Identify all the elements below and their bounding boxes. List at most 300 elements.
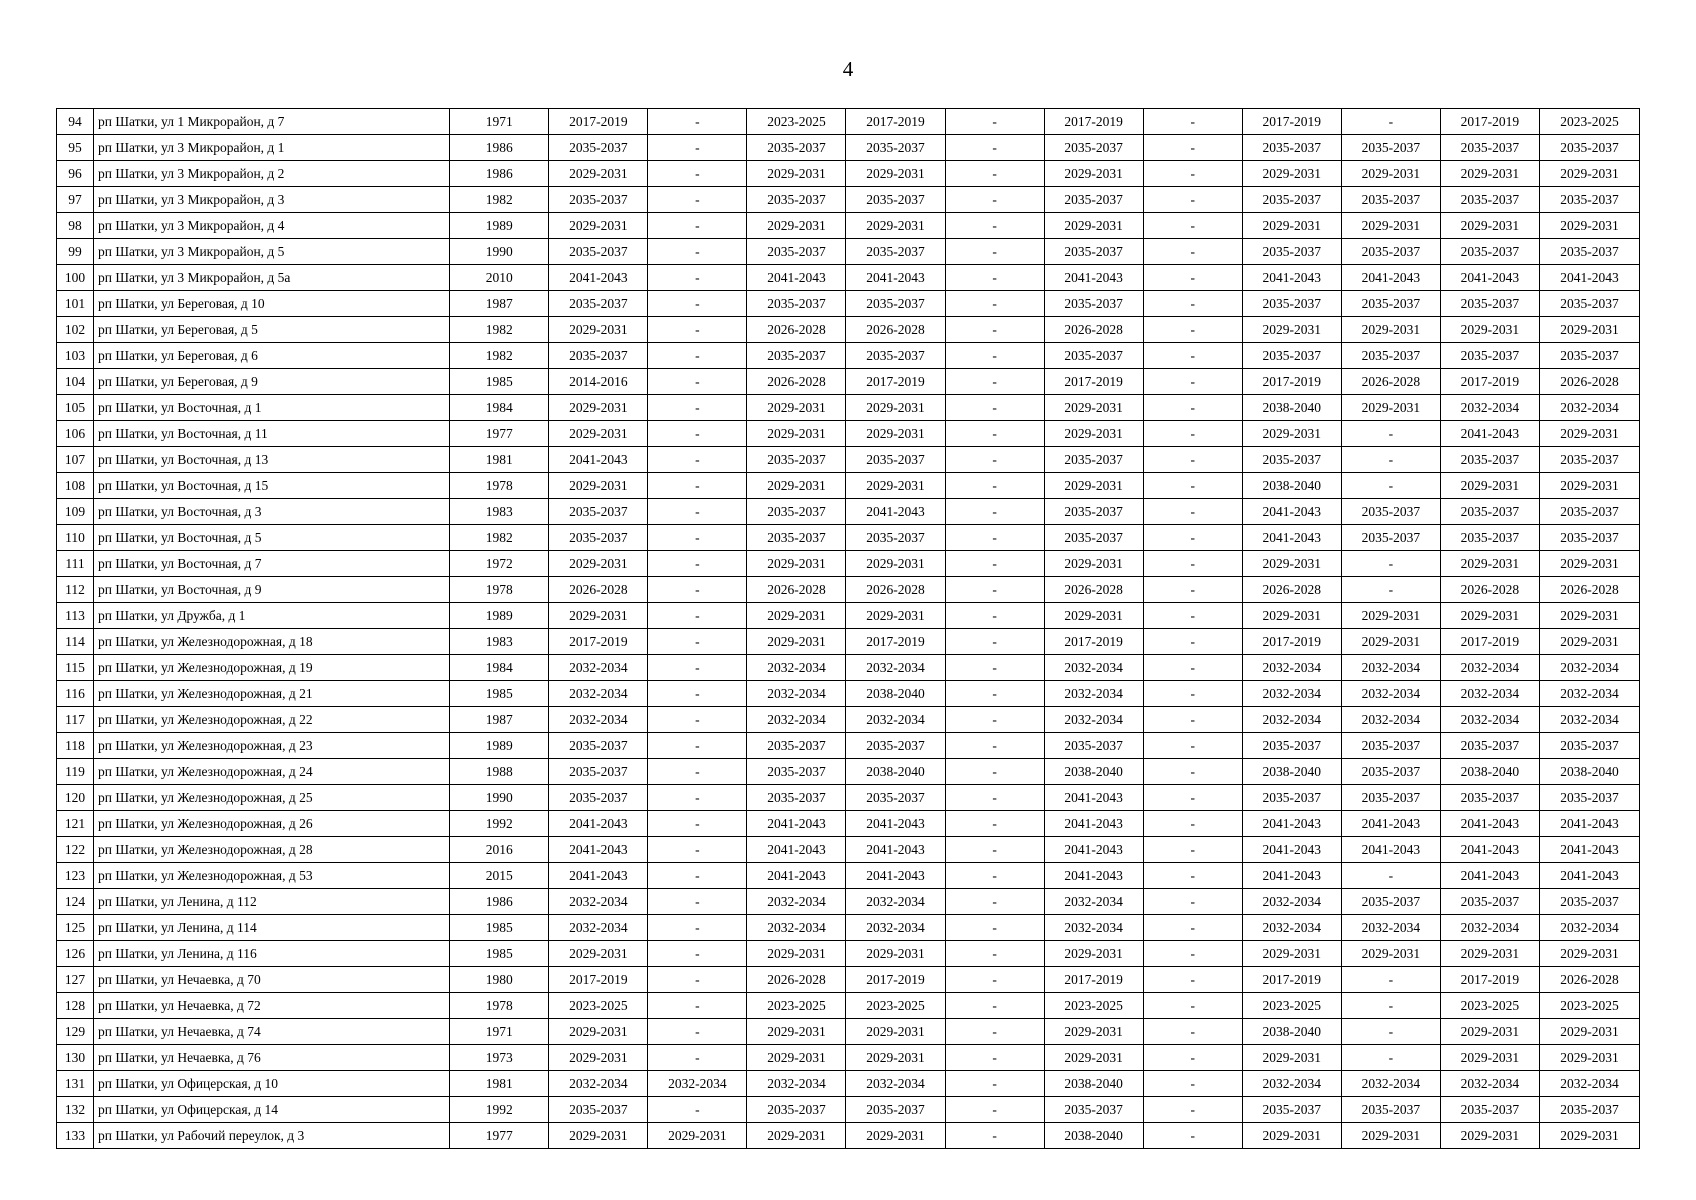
row-number-cell: 101	[57, 291, 94, 317]
period-cell: 2029-2031	[1539, 213, 1639, 239]
period-cell: 2029-2031	[1242, 1123, 1341, 1149]
period-cell: 2041-2043	[846, 811, 945, 837]
period-cell: 2035-2037	[1440, 135, 1539, 161]
period-cell: 2026-2028	[1044, 577, 1143, 603]
address-cell: рп Шатки, ул Нечаевка, д 70	[94, 967, 450, 993]
period-cell: -	[1143, 187, 1242, 213]
row-number-cell: 119	[57, 759, 94, 785]
period-cell: -	[1143, 603, 1242, 629]
period-cell: 2032-2034	[1044, 889, 1143, 915]
period-cell: -	[1143, 1071, 1242, 1097]
period-cell: 2029-2031	[1440, 603, 1539, 629]
address-cell: рп Шатки, ул Береговая, д 9	[94, 369, 450, 395]
period-cell: 2035-2037	[1242, 135, 1341, 161]
period-cell: 2032-2034	[1341, 681, 1440, 707]
year-cell: 1992	[450, 1097, 549, 1123]
period-cell: 2035-2037	[1539, 733, 1639, 759]
period-cell: 2032-2034	[648, 1071, 747, 1097]
period-cell: 2038-2040	[1044, 1123, 1143, 1149]
address-cell: рп Шатки, ул Железнодорожная, д 53	[94, 863, 450, 889]
period-cell: 2035-2037	[747, 785, 846, 811]
period-cell: -	[945, 785, 1044, 811]
period-cell: 2041-2043	[1242, 811, 1341, 837]
period-cell: 2026-2028	[846, 577, 945, 603]
period-cell: 2026-2028	[1539, 577, 1639, 603]
period-cell: -	[1143, 1019, 1242, 1045]
period-cell: 2032-2034	[747, 889, 846, 915]
year-cell: 1971	[450, 1019, 549, 1045]
table-row	[57, 603, 1640, 629]
address-cell: рп Шатки, ул Железнодорожная, д 23	[94, 733, 450, 759]
year-cell: 1986	[450, 161, 549, 187]
year-cell: 1983	[450, 629, 549, 655]
period-cell: 2035-2037	[1440, 343, 1539, 369]
period-cell: 2029-2031	[1341, 317, 1440, 343]
period-cell: 2029-2031	[549, 421, 648, 447]
address-cell: рп Шатки, ул Железнодорожная, д 26	[94, 811, 450, 837]
period-cell: 2032-2034	[1440, 915, 1539, 941]
period-cell: 2029-2031	[1539, 1123, 1639, 1149]
period-cell: 2032-2034	[549, 915, 648, 941]
period-cell: 2029-2031	[846, 421, 945, 447]
period-cell: 2017-2019	[1044, 967, 1143, 993]
period-cell: 2041-2043	[747, 265, 846, 291]
period-cell: 2035-2037	[846, 343, 945, 369]
period-cell: 2029-2031	[1341, 1123, 1440, 1149]
period-cell: 2035-2037	[549, 291, 648, 317]
period-cell: 2035-2037	[549, 733, 648, 759]
period-cell: 2023-2025	[747, 109, 846, 135]
period-cell: -	[648, 213, 747, 239]
period-cell: 2032-2034	[747, 655, 846, 681]
period-cell: 2029-2031	[1440, 941, 1539, 967]
period-cell: 2029-2031	[549, 395, 648, 421]
row-number-cell: 129	[57, 1019, 94, 1045]
period-cell: 2017-2019	[1440, 629, 1539, 655]
table-row	[57, 967, 1640, 993]
period-cell: 2026-2028	[1440, 577, 1539, 603]
period-cell: -	[1341, 993, 1440, 1019]
row-number-cell: 100	[57, 265, 94, 291]
period-cell: -	[1341, 967, 1440, 993]
period-cell: 2029-2031	[747, 421, 846, 447]
year-cell: 1978	[450, 473, 549, 499]
period-cell: 2017-2019	[846, 369, 945, 395]
period-cell: 2029-2031	[1539, 161, 1639, 187]
address-cell: рп Шатки, ул Дружба, д 1	[94, 603, 450, 629]
period-cell: 2032-2034	[846, 889, 945, 915]
period-cell: 2035-2037	[846, 187, 945, 213]
period-cell: 2035-2037	[846, 525, 945, 551]
period-cell: -	[648, 343, 747, 369]
period-cell: 2035-2037	[1044, 343, 1143, 369]
period-cell: 2032-2034	[1242, 1071, 1341, 1097]
period-cell: 2035-2037	[1044, 447, 1143, 473]
period-cell: 2041-2043	[549, 837, 648, 863]
year-cell: 1982	[450, 317, 549, 343]
period-cell: 2041-2043	[1044, 811, 1143, 837]
period-cell: 2041-2043	[1242, 863, 1341, 889]
period-cell: 2017-2019	[549, 629, 648, 655]
period-cell: 2035-2037	[846, 785, 945, 811]
period-cell: 2038-2040	[1440, 759, 1539, 785]
row-number-cell: 110	[57, 525, 94, 551]
period-cell: 2035-2037	[1242, 1097, 1341, 1123]
period-cell: -	[1341, 1045, 1440, 1071]
period-cell: 2035-2037	[846, 1097, 945, 1123]
period-cell: 2041-2043	[846, 265, 945, 291]
period-cell: 2029-2031	[747, 213, 846, 239]
period-cell: 2035-2037	[1440, 291, 1539, 317]
period-cell: -	[1143, 213, 1242, 239]
table-row	[57, 941, 1640, 967]
period-cell: 2023-2025	[747, 993, 846, 1019]
period-cell: 2017-2019	[1044, 629, 1143, 655]
table-row	[57, 395, 1640, 421]
address-cell: рп Шатки, ул Восточная, д 13	[94, 447, 450, 473]
period-cell: 2026-2028	[1242, 577, 1341, 603]
period-cell: -	[945, 733, 1044, 759]
period-cell: -	[945, 525, 1044, 551]
period-cell: 2029-2031	[1044, 603, 1143, 629]
row-number-cell: 98	[57, 213, 94, 239]
period-cell: 2032-2034	[1242, 655, 1341, 681]
period-cell: 2029-2031	[1539, 1045, 1639, 1071]
period-cell: 2029-2031	[1539, 941, 1639, 967]
address-cell: рп Шатки, ул Железнодорожная, д 25	[94, 785, 450, 811]
period-cell: 2035-2037	[747, 135, 846, 161]
address-cell: рп Шатки, ул 3 Микрорайон, д 5а	[94, 265, 450, 291]
period-cell: -	[1143, 785, 1242, 811]
period-cell: 2035-2037	[1044, 135, 1143, 161]
row-number-cell: 105	[57, 395, 94, 421]
period-cell: 2035-2037	[846, 239, 945, 265]
period-cell: 2035-2037	[549, 525, 648, 551]
period-cell: -	[945, 135, 1044, 161]
period-cell: 2029-2031	[1539, 1019, 1639, 1045]
table-row	[57, 1019, 1640, 1045]
period-cell: 2026-2028	[747, 577, 846, 603]
period-cell: 2029-2031	[1539, 317, 1639, 343]
period-cell: 2041-2043	[1440, 421, 1539, 447]
period-cell: 2035-2037	[1341, 889, 1440, 915]
period-cell: 2029-2031	[747, 1045, 846, 1071]
period-cell: 2032-2034	[1044, 655, 1143, 681]
period-cell: -	[945, 213, 1044, 239]
period-cell: -	[945, 863, 1044, 889]
period-cell: -	[945, 1071, 1044, 1097]
period-cell: -	[945, 161, 1044, 187]
year-cell: 1978	[450, 993, 549, 1019]
period-cell: 2029-2031	[549, 161, 648, 187]
period-cell: -	[1143, 109, 1242, 135]
period-cell: 2032-2034	[549, 655, 648, 681]
year-cell: 2015	[450, 863, 549, 889]
table-row	[57, 551, 1640, 577]
period-cell: -	[1341, 577, 1440, 603]
period-cell: -	[945, 291, 1044, 317]
period-cell: 2026-2028	[1044, 317, 1143, 343]
period-cell: 2035-2037	[549, 759, 648, 785]
period-cell: 2032-2034	[549, 1071, 648, 1097]
year-cell: 1990	[450, 785, 549, 811]
period-cell: 2026-2028	[747, 369, 846, 395]
period-cell: 2032-2034	[747, 681, 846, 707]
period-cell: -	[1143, 889, 1242, 915]
period-cell: -	[1143, 161, 1242, 187]
period-cell: 2017-2019	[1044, 109, 1143, 135]
row-number-cell: 94	[57, 109, 94, 135]
period-cell: 2041-2043	[549, 863, 648, 889]
period-cell: 2041-2043	[549, 447, 648, 473]
period-cell: 2035-2037	[549, 187, 648, 213]
row-number-cell: 123	[57, 863, 94, 889]
address-cell: рп Шатки, ул Береговая, д 6	[94, 343, 450, 369]
period-cell: 2032-2034	[1539, 681, 1639, 707]
period-cell: 2029-2031	[1341, 941, 1440, 967]
period-cell: 2029-2031	[1539, 473, 1639, 499]
period-cell: 2035-2037	[1341, 759, 1440, 785]
table-row	[57, 733, 1640, 759]
period-cell: 2035-2037	[1539, 291, 1639, 317]
period-cell: -	[1143, 811, 1242, 837]
year-cell: 1984	[450, 395, 549, 421]
period-cell: 2029-2031	[1044, 1045, 1143, 1071]
period-cell: 2035-2037	[747, 447, 846, 473]
period-cell: 2029-2031	[846, 395, 945, 421]
row-number-cell: 127	[57, 967, 94, 993]
period-cell: -	[648, 239, 747, 265]
period-cell: 2041-2043	[1044, 265, 1143, 291]
table-row	[57, 317, 1640, 343]
period-cell: 2029-2031	[1341, 629, 1440, 655]
period-cell: 2029-2031	[846, 941, 945, 967]
year-cell: 1985	[450, 941, 549, 967]
period-cell: 2029-2031	[747, 551, 846, 577]
period-cell: 2017-2019	[1440, 109, 1539, 135]
period-cell: 2032-2034	[1539, 915, 1639, 941]
period-cell: 2032-2034	[1044, 681, 1143, 707]
period-cell: 2041-2043	[1341, 837, 1440, 863]
period-cell: 2032-2034	[1242, 707, 1341, 733]
address-cell: рп Шатки, ул Береговая, д 5	[94, 317, 450, 343]
period-cell: -	[945, 603, 1044, 629]
year-cell: 1986	[450, 135, 549, 161]
period-cell: -	[648, 811, 747, 837]
period-cell: 2035-2037	[1242, 733, 1341, 759]
address-cell: рп Шатки, ул Восточная, д 11	[94, 421, 450, 447]
table-row	[57, 1097, 1640, 1123]
address-cell: рп Шатки, ул Нечаевка, д 72	[94, 993, 450, 1019]
period-cell: 2029-2031	[1044, 473, 1143, 499]
period-cell: -	[648, 395, 747, 421]
period-cell: 2017-2019	[1440, 369, 1539, 395]
table-row	[57, 655, 1640, 681]
period-cell: 2041-2043	[1242, 499, 1341, 525]
period-cell: -	[648, 941, 747, 967]
period-cell: 2041-2043	[1341, 265, 1440, 291]
year-cell: 1982	[450, 525, 549, 551]
year-cell: 1985	[450, 681, 549, 707]
period-cell: -	[945, 1097, 1044, 1123]
period-cell: -	[648, 1019, 747, 1045]
period-cell: -	[648, 629, 747, 655]
period-cell: 2035-2037	[1044, 187, 1143, 213]
period-cell: 2035-2037	[1044, 733, 1143, 759]
period-cell: 2032-2034	[1440, 655, 1539, 681]
period-cell: -	[648, 525, 747, 551]
period-cell: 2017-2019	[1242, 967, 1341, 993]
period-cell: 2035-2037	[1242, 447, 1341, 473]
row-number-cell: 96	[57, 161, 94, 187]
address-cell: рп Шатки, ул 3 Микрорайон, д 4	[94, 213, 450, 239]
period-cell: 2029-2031	[549, 473, 648, 499]
row-number-cell: 132	[57, 1097, 94, 1123]
address-cell: рп Шатки, ул 3 Микрорайон, д 2	[94, 161, 450, 187]
row-number-cell: 133	[57, 1123, 94, 1149]
table-row	[57, 447, 1640, 473]
period-cell: 2029-2031	[1044, 421, 1143, 447]
period-cell: 2023-2025	[1539, 109, 1639, 135]
period-cell: 2035-2037	[1242, 291, 1341, 317]
table-row	[57, 343, 1640, 369]
period-cell: 2032-2034	[1539, 1071, 1639, 1097]
period-cell: -	[945, 499, 1044, 525]
period-cell: 2029-2031	[1242, 603, 1341, 629]
year-cell: 2016	[450, 837, 549, 863]
period-cell: 2035-2037	[1242, 239, 1341, 265]
row-number-cell: 131	[57, 1071, 94, 1097]
period-cell: 2026-2028	[1539, 967, 1639, 993]
period-cell: 2029-2031	[648, 1123, 747, 1149]
period-cell: 2032-2034	[1341, 915, 1440, 941]
row-number-cell: 103	[57, 343, 94, 369]
period-cell: 2035-2037	[1341, 499, 1440, 525]
period-cell: 2041-2043	[1539, 837, 1639, 863]
period-cell: 2032-2034	[1539, 707, 1639, 733]
period-cell: -	[945, 473, 1044, 499]
period-cell: 2029-2031	[846, 603, 945, 629]
period-cell: 2029-2031	[747, 1123, 846, 1149]
period-cell: 2035-2037	[549, 343, 648, 369]
period-cell: -	[648, 889, 747, 915]
period-cell: 2023-2025	[1539, 993, 1639, 1019]
address-cell: рп Шатки, ул Железнодорожная, д 18	[94, 629, 450, 655]
period-cell: 2041-2043	[549, 811, 648, 837]
year-cell: 1986	[450, 889, 549, 915]
period-cell: -	[945, 317, 1044, 343]
period-cell: 2035-2037	[1341, 291, 1440, 317]
year-cell: 1989	[450, 733, 549, 759]
period-cell: -	[1143, 239, 1242, 265]
year-cell: 1983	[450, 499, 549, 525]
period-cell: 2017-2019	[1440, 967, 1539, 993]
year-cell: 1972	[450, 551, 549, 577]
period-cell: -	[648, 1045, 747, 1071]
period-cell: 2035-2037	[1341, 135, 1440, 161]
period-cell: 2032-2034	[1341, 707, 1440, 733]
period-cell: -	[1341, 421, 1440, 447]
period-cell: -	[1143, 369, 1242, 395]
period-cell: -	[1143, 655, 1242, 681]
period-cell: 2035-2037	[1539, 343, 1639, 369]
period-cell: -	[648, 109, 747, 135]
year-cell: 1985	[450, 369, 549, 395]
period-cell: 2029-2031	[1242, 1045, 1341, 1071]
year-cell: 1971	[450, 109, 549, 135]
period-cell: 2029-2031	[549, 1123, 648, 1149]
period-cell: 2035-2037	[1341, 239, 1440, 265]
period-cell: -	[1143, 577, 1242, 603]
period-cell: 2041-2043	[1440, 837, 1539, 863]
period-cell: 2041-2043	[846, 837, 945, 863]
table-row	[57, 577, 1640, 603]
period-cell: 2035-2037	[1044, 239, 1143, 265]
period-cell: 2029-2031	[549, 941, 648, 967]
year-cell: 1985	[450, 915, 549, 941]
period-cell: 2035-2037	[846, 447, 945, 473]
period-cell: -	[648, 655, 747, 681]
period-cell: -	[648, 863, 747, 889]
period-cell: -	[1143, 1045, 1242, 1071]
year-cell: 1990	[450, 239, 549, 265]
period-cell: 2041-2043	[1242, 265, 1341, 291]
period-cell: 2035-2037	[747, 239, 846, 265]
period-cell: 2041-2043	[1440, 265, 1539, 291]
year-cell: 1992	[450, 811, 549, 837]
year-cell: 1982	[450, 343, 549, 369]
period-cell: -	[945, 811, 1044, 837]
period-cell: 2032-2034	[1242, 889, 1341, 915]
period-cell: 2029-2031	[1539, 603, 1639, 629]
period-cell: -	[648, 733, 747, 759]
period-cell: 2029-2031	[747, 629, 846, 655]
period-cell: 2032-2034	[1539, 395, 1639, 421]
row-number-cell: 107	[57, 447, 94, 473]
period-cell: -	[945, 837, 1044, 863]
period-cell: 2017-2019	[846, 967, 945, 993]
table-row	[57, 1123, 1640, 1149]
period-cell: -	[945, 1045, 1044, 1071]
row-number-cell: 108	[57, 473, 94, 499]
period-cell: -	[648, 421, 747, 447]
address-cell: рп Шатки, ул Нечаевка, д 74	[94, 1019, 450, 1045]
period-cell: 2032-2034	[747, 915, 846, 941]
period-cell: 2041-2043	[1242, 525, 1341, 551]
table-row	[57, 473, 1640, 499]
period-cell: 2035-2037	[1044, 291, 1143, 317]
period-cell: -	[1143, 915, 1242, 941]
period-cell: 2041-2043	[747, 837, 846, 863]
table-row	[57, 759, 1640, 785]
period-cell: 2035-2037	[1539, 1097, 1639, 1123]
period-cell: 2029-2031	[1242, 421, 1341, 447]
year-cell: 1982	[450, 187, 549, 213]
period-cell: -	[945, 655, 1044, 681]
period-cell: 2029-2031	[1341, 395, 1440, 421]
period-cell: 2032-2034	[747, 1071, 846, 1097]
period-cell: 2035-2037	[846, 733, 945, 759]
period-cell: -	[648, 291, 747, 317]
period-cell: 2026-2028	[549, 577, 648, 603]
period-cell: 2035-2037	[1242, 187, 1341, 213]
period-cell: 2029-2031	[1440, 1123, 1539, 1149]
table-row	[57, 135, 1640, 161]
row-number-cell: 118	[57, 733, 94, 759]
period-cell: 2029-2031	[1044, 395, 1143, 421]
period-cell: -	[648, 135, 747, 161]
period-cell: 2035-2037	[747, 291, 846, 317]
